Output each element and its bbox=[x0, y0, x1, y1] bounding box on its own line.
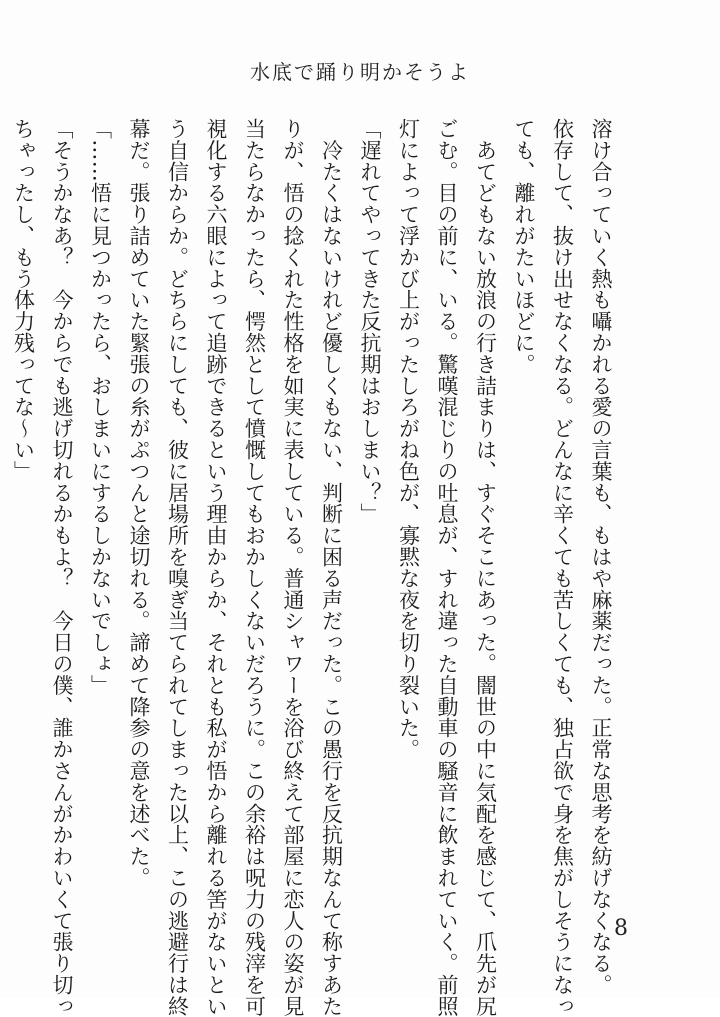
text-line: ちゃったし、もう体力残ってな〜い」 bbox=[11, 118, 36, 482]
page-number: 8 bbox=[614, 916, 628, 941]
vertical-body-text bbox=[11, 118, 620, 1017]
text-line: 幕だ。張り詰めていた緊張の糸がぷつんと途切れる。諦めて降参の意を述べた。 bbox=[127, 118, 151, 889]
text-line: あてどもない放浪の行き詰まりは、すぐそこにあった。闇世の中に気配を感じて、爪先が尻 bbox=[473, 118, 498, 1017]
text-line: 灯によって浮かび上がったしろがね色が、寡黙な夜を切り裂いた。 bbox=[396, 118, 421, 760]
running-header-title: 水底で踊り明かそうよ bbox=[250, 60, 470, 84]
text-line: 視化する六眼によって追跡できるという理由からか、それとも私が悟から離れる筈がないとい bbox=[204, 118, 228, 1017]
text-line: 溶け合っていく熱も囁かれる愛の言葉も、もはや麻薬だった。正常な思考を紡げなくなる。 bbox=[589, 118, 613, 996]
text-line: う自信からか。どちらにしても、彼に居場所を嗅ぎ当てられてしまった以上、この逃避行は終 bbox=[165, 118, 190, 1017]
text-line: 「遅れてやってきた反抗期はおしまい？」 bbox=[358, 118, 382, 525]
text-line: 「……悟に見つかったら、おしまいにするしかないでしょ」 bbox=[88, 118, 113, 696]
text-line: 冷たくはないけれど優しくもない、判断に困る声だった。この愚行を反抗期なんて称すあた bbox=[319, 118, 344, 1017]
text-line: ても、離れがたいほどに。 bbox=[512, 118, 536, 375]
text-line: りが、悟の捻くれた性格を如実に表している。普通シャワーを浴び終えて部屋に恋人の姿が見 bbox=[281, 118, 305, 1017]
text-line: 「そうかなあ？ 今からでも逃げ切れるかもよ？ 今日の僕、誰かさんがかわいくて張り切っ bbox=[50, 118, 74, 1017]
text-line: ごむ。目の前に、いる。驚嘆混じりの吐息が、すれ違った自動車の騒音に飲まれていく。前照 bbox=[435, 118, 459, 1017]
text-line: 当たらなかったら、愕然として憤慨してもおかしくないだろうに。この余裕は呪力の残滓を可 bbox=[242, 118, 267, 1017]
text-line: 依存して、抜け出せなくなる。どんなに辛くても苦しくても、独占欲で身を焦がしそうになっ bbox=[550, 118, 575, 1017]
